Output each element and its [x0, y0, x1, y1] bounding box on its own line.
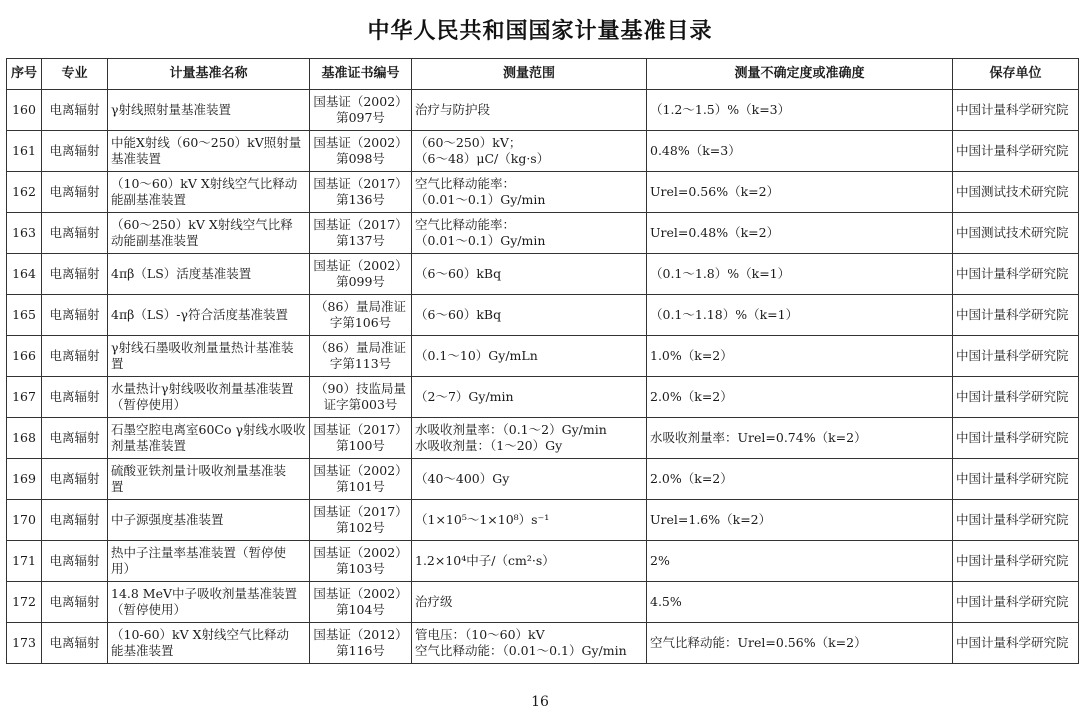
- header-seq: 序号: [7, 59, 42, 90]
- cell-line: 治疗级: [415, 594, 453, 609]
- cell-seq: 164: [7, 254, 42, 295]
- cell-seq: 162: [7, 172, 42, 213]
- cell-line: （0.01～0.1）Gy/min: [415, 192, 546, 207]
- cell-custodian: 中国计量科学研究院: [953, 582, 1079, 623]
- table-row: [7, 459, 1079, 500]
- cell-line: 国基证（2002）: [313, 586, 408, 601]
- cell-seq: 168: [7, 418, 42, 459]
- cell-line: 0.48%（k=3）: [650, 143, 741, 158]
- cell-line: 空气比释动能：Urel=0.56%（k=2）: [650, 635, 867, 650]
- page-number: 16: [531, 694, 549, 710]
- cell-seq: 172: [7, 582, 42, 623]
- cell-range: [412, 582, 647, 623]
- cell-line: （暂停使用）: [111, 602, 187, 617]
- cell-uncertainty: [647, 459, 953, 500]
- cell-standard-name: [108, 582, 310, 623]
- cell-line: 4πβ（LS）-γ符合活度基准装置: [111, 307, 288, 322]
- cell-line: 14.8 MeV中子吸收剂量基准装置: [111, 586, 298, 601]
- cell-uncertainty: [647, 377, 953, 418]
- table-row: [7, 377, 1079, 418]
- cell-range: [412, 172, 647, 213]
- cell-custodian: 中国计量科学研究院: [953, 131, 1079, 172]
- cell-line: （0.1～1.18）%（k=1）: [650, 307, 799, 322]
- cell-line: 国基证（2017）: [313, 217, 408, 232]
- cell-specialty: 电离辐射: [42, 213, 108, 254]
- cell-line: 动能副基准装置: [111, 233, 199, 248]
- cell-specialty: 电离辐射: [42, 254, 108, 295]
- cell-seq: 166: [7, 336, 42, 377]
- cell-line: （6～60）kBq: [415, 307, 502, 322]
- cell-line: （86）量局准证: [315, 340, 406, 355]
- cell-specialty: 电离辐射: [42, 459, 108, 500]
- cell-line: （6～48）μC/（kg·s）: [415, 151, 550, 166]
- cell-line: （10～60）kV X射线空气比释动: [111, 176, 298, 191]
- cell-uncertainty: [647, 418, 953, 459]
- cell-line: 国基证（2002）: [313, 135, 408, 150]
- cell-line: 第137号: [336, 233, 385, 248]
- cell-line: 水吸收剂量率：Urel=0.74%（k=2）: [650, 430, 867, 445]
- table-row: [7, 254, 1079, 295]
- cell-specialty: 电离辐射: [42, 418, 108, 459]
- table-row: [7, 90, 1079, 131]
- cell-uncertainty: [647, 213, 953, 254]
- page-title: 中华人民共和国国家计量基准目录: [367, 19, 713, 44]
- cell-seq: 171: [7, 541, 42, 582]
- cell-line: 空气比释动能：（0.01～0.1）Gy/min: [415, 643, 627, 658]
- cell-standard-name: [108, 336, 310, 377]
- cell-line: 水吸收剂量率：（0.1～2）Gy/min: [415, 422, 607, 437]
- cell-specialty: 电离辐射: [42, 582, 108, 623]
- cell-standard-name: [108, 90, 310, 131]
- cell-certificate: [310, 582, 412, 623]
- cell-custodian: 中国测试技术研究院: [953, 213, 1079, 254]
- cell-certificate: [310, 295, 412, 336]
- cell-seq: 169: [7, 459, 42, 500]
- cell-standard-name: [108, 254, 310, 295]
- table-row: [7, 336, 1079, 377]
- cell-line: （60～250）kV X射线空气比释: [111, 217, 293, 232]
- cell-specialty: 电离辐射: [42, 623, 108, 664]
- cell-custodian: 中国测试技术研究院: [953, 172, 1079, 213]
- cell-certificate: [310, 418, 412, 459]
- cell-line: 管电压：（10～60）kV: [415, 627, 545, 642]
- cell-range: [412, 295, 647, 336]
- cell-range: [412, 541, 647, 582]
- cell-standard-name: [108, 459, 310, 500]
- cell-custodian: 中国计量科学研究院: [953, 623, 1079, 664]
- cell-custodian: 中国计量科学研究院: [953, 295, 1079, 336]
- cell-uncertainty: [647, 131, 953, 172]
- cell-range: [412, 377, 647, 418]
- cell-range: [412, 90, 647, 131]
- cell-uncertainty: [647, 295, 953, 336]
- cell-certificate: [310, 90, 412, 131]
- cell-line: 中能X射线（60～250）kV照射量: [111, 135, 302, 150]
- table-row: [7, 213, 1079, 254]
- cell-line: 硫酸亚铁剂量计吸收剂量基准装: [111, 463, 287, 478]
- cell-specialty: 电离辐射: [42, 500, 108, 541]
- cell-certificate: [310, 623, 412, 664]
- cell-line: 置: [111, 356, 124, 371]
- cell-line: 1.0%（k=2）: [650, 348, 733, 363]
- cell-uncertainty: [647, 90, 953, 131]
- cell-specialty: 电离辐射: [42, 336, 108, 377]
- cell-line: γ射线石墨吸收剂量量热计基准装: [111, 340, 294, 355]
- cell-certificate: [310, 336, 412, 377]
- cell-uncertainty: [647, 172, 953, 213]
- cell-line: 2.0%（k=2）: [650, 471, 733, 486]
- cell-seq: 160: [7, 90, 42, 131]
- cell-standard-name: [108, 500, 310, 541]
- cell-custodian: 中国计量科学研究院: [953, 254, 1079, 295]
- cell-line: （2～7）Gy/min: [415, 389, 514, 404]
- cell-line: 2.0%（k=2）: [650, 389, 733, 404]
- cell-range: [412, 459, 647, 500]
- cell-standard-name: [108, 623, 310, 664]
- table-row: [7, 500, 1079, 541]
- cell-custodian: 中国计量科学研究院: [953, 377, 1079, 418]
- header-uncertainty: 测量不确定度或准确度: [647, 59, 953, 90]
- cell-specialty: 电离辐射: [42, 172, 108, 213]
- cell-line: 2%: [650, 553, 670, 568]
- cell-line: 1.2×10⁴中子/（cm²·s）: [415, 553, 555, 568]
- cell-line: 置: [111, 479, 124, 494]
- cell-line: 国基证（2002）: [313, 545, 408, 560]
- cell-range: [412, 623, 647, 664]
- cell-line: （0.1～10）Gy/mLn: [415, 348, 538, 363]
- cell-line: 第097号: [336, 110, 385, 125]
- cell-line: （0.1～1.8）%（k=1）: [650, 266, 791, 281]
- cell-seq: 170: [7, 500, 42, 541]
- cell-uncertainty: [647, 541, 953, 582]
- cell-uncertainty: [647, 582, 953, 623]
- cell-standard-name: [108, 418, 310, 459]
- cell-certificate: [310, 459, 412, 500]
- cell-standard-name: [108, 295, 310, 336]
- cell-specialty: 电离辐射: [42, 295, 108, 336]
- cell-line: 国基证（2017）: [313, 504, 408, 519]
- cell-seq: 163: [7, 213, 42, 254]
- cell-custodian: 中国计量科学研究院: [953, 336, 1079, 377]
- cell-custodian: 中国计量科学研究院: [953, 418, 1079, 459]
- cell-line: （60～250）kV；: [415, 135, 522, 150]
- header-specialty: 专业: [42, 59, 108, 90]
- cell-certificate: [310, 172, 412, 213]
- cell-certificate: [310, 213, 412, 254]
- cell-line: 国基证（2012）: [313, 627, 408, 642]
- cell-line: 基准装置: [111, 151, 162, 166]
- cell-line: 字第106号: [329, 315, 392, 330]
- cell-line: 第098号: [336, 151, 385, 166]
- header-custodian: 保存单位: [953, 59, 1079, 90]
- cell-line: （6～60）kBq: [415, 266, 502, 281]
- cell-line: 第101号: [336, 479, 385, 494]
- cell-line: 第100号: [336, 438, 385, 453]
- cell-line: 国基证（2002）: [313, 258, 408, 273]
- cell-uncertainty: [647, 623, 953, 664]
- cell-line: 水吸收剂量：（1～20）Gy: [415, 438, 563, 453]
- cell-line: 能基准装置: [111, 643, 174, 658]
- cell-range: [412, 254, 647, 295]
- cell-custodian: 中国计量科学研究院: [953, 90, 1079, 131]
- cell-range: [412, 336, 647, 377]
- cell-line: 第136号: [336, 192, 385, 207]
- cell-line: 国基证（2002）: [313, 94, 408, 109]
- header-certificate: 基准证书编号: [310, 59, 412, 90]
- cell-line: （1×10⁵～1×10⁸）s⁻¹: [415, 512, 550, 527]
- cell-line: 字第113号: [329, 356, 392, 371]
- cell-seq: 161: [7, 131, 42, 172]
- cell-line: （90）技监局量: [315, 381, 406, 396]
- cell-range: [412, 131, 647, 172]
- cell-certificate: [310, 541, 412, 582]
- cell-range: [412, 213, 647, 254]
- cell-line: 治疗与防护段: [415, 102, 491, 117]
- table-row: [7, 541, 1079, 582]
- cell-line: 4.5%: [650, 594, 682, 609]
- cell-custodian: 中国计量科学研究院: [953, 459, 1079, 500]
- table-row: [7, 172, 1079, 213]
- table-row: [7, 295, 1079, 336]
- cell-line: （86）量局准证: [315, 299, 406, 314]
- cell-uncertainty: [647, 500, 953, 541]
- header-range: 测量范围: [412, 59, 647, 90]
- cell-standard-name: [108, 377, 310, 418]
- cell-uncertainty: [647, 336, 953, 377]
- cell-standard-name: [108, 131, 310, 172]
- cell-standard-name: [108, 541, 310, 582]
- cell-line: 空气比释动能率：: [415, 176, 516, 191]
- cell-specialty: 电离辐射: [42, 541, 108, 582]
- table-header-row: [7, 59, 1079, 90]
- cell-line: 国基证（2017）: [313, 176, 408, 191]
- table-row: [7, 131, 1079, 172]
- cell-line: （10-60）kV X射线空气比释动: [111, 627, 290, 642]
- cell-line: 第116号: [336, 643, 385, 658]
- cell-specialty: 电离辐射: [42, 131, 108, 172]
- header-standard-name: 计量基准名称: [108, 59, 310, 90]
- cell-line: 第103号: [336, 561, 385, 576]
- cell-range: [412, 418, 647, 459]
- cell-line: （暂停使用）: [111, 397, 187, 412]
- cell-line: 水量热计γ射线吸收剂量基准装置: [111, 381, 294, 396]
- cell-seq: 165: [7, 295, 42, 336]
- cell-certificate: [310, 500, 412, 541]
- cell-line: （1.2～1.5）%（k=3）: [650, 102, 791, 117]
- cell-custodian: 中国计量科学研究院: [953, 541, 1079, 582]
- cell-certificate: [310, 377, 412, 418]
- cell-certificate: [310, 131, 412, 172]
- cell-line: 热中子注量率基准装置（暂停使: [111, 545, 287, 560]
- cell-line: 空气比释动能率：: [415, 217, 516, 232]
- cell-standard-name: [108, 172, 310, 213]
- cell-certificate: [310, 254, 412, 295]
- cell-standard-name: [108, 213, 310, 254]
- cell-specialty: 电离辐射: [42, 90, 108, 131]
- cell-line: Urel=0.48%（k=2）: [650, 225, 780, 240]
- cell-line: 第102号: [336, 520, 385, 535]
- cell-seq: 167: [7, 377, 42, 418]
- cell-line: （0.01～0.1）Gy/min: [415, 233, 546, 248]
- cell-line: 第099号: [336, 274, 385, 289]
- cell-line: Urel=1.6%（k=2）: [650, 512, 772, 527]
- cell-line: 证字第003号: [323, 397, 398, 412]
- cell-seq: 173: [7, 623, 42, 664]
- cell-line: （40～400）Gy: [415, 471, 510, 486]
- cell-custodian: 中国计量科学研究院: [953, 500, 1079, 541]
- cell-line: 石墨空腔电离室60Co γ射线水吸收: [111, 422, 306, 437]
- cell-line: 剂量基准装置: [111, 438, 187, 453]
- metrology-standards-table: [6, 58, 1079, 664]
- cell-line: γ射线照射量基准装置: [111, 102, 231, 117]
- table-row: [7, 582, 1079, 623]
- cell-line: 4πβ（LS）活度基准装置: [111, 266, 252, 281]
- cell-line: Urel=0.56%（k=2）: [650, 184, 780, 199]
- cell-range: [412, 500, 647, 541]
- cell-line: 第104号: [336, 602, 385, 617]
- cell-line: 国基证（2017）: [313, 422, 408, 437]
- table-row: [7, 623, 1079, 664]
- cell-line: 用）: [111, 561, 137, 576]
- table-row: [7, 418, 1079, 459]
- cell-specialty: 电离辐射: [42, 377, 108, 418]
- cell-line: 中子源强度基准装置: [111, 512, 224, 527]
- cell-line: 国基证（2002）: [313, 463, 408, 478]
- cell-line: 能副基准装置: [111, 192, 187, 207]
- cell-uncertainty: [647, 254, 953, 295]
